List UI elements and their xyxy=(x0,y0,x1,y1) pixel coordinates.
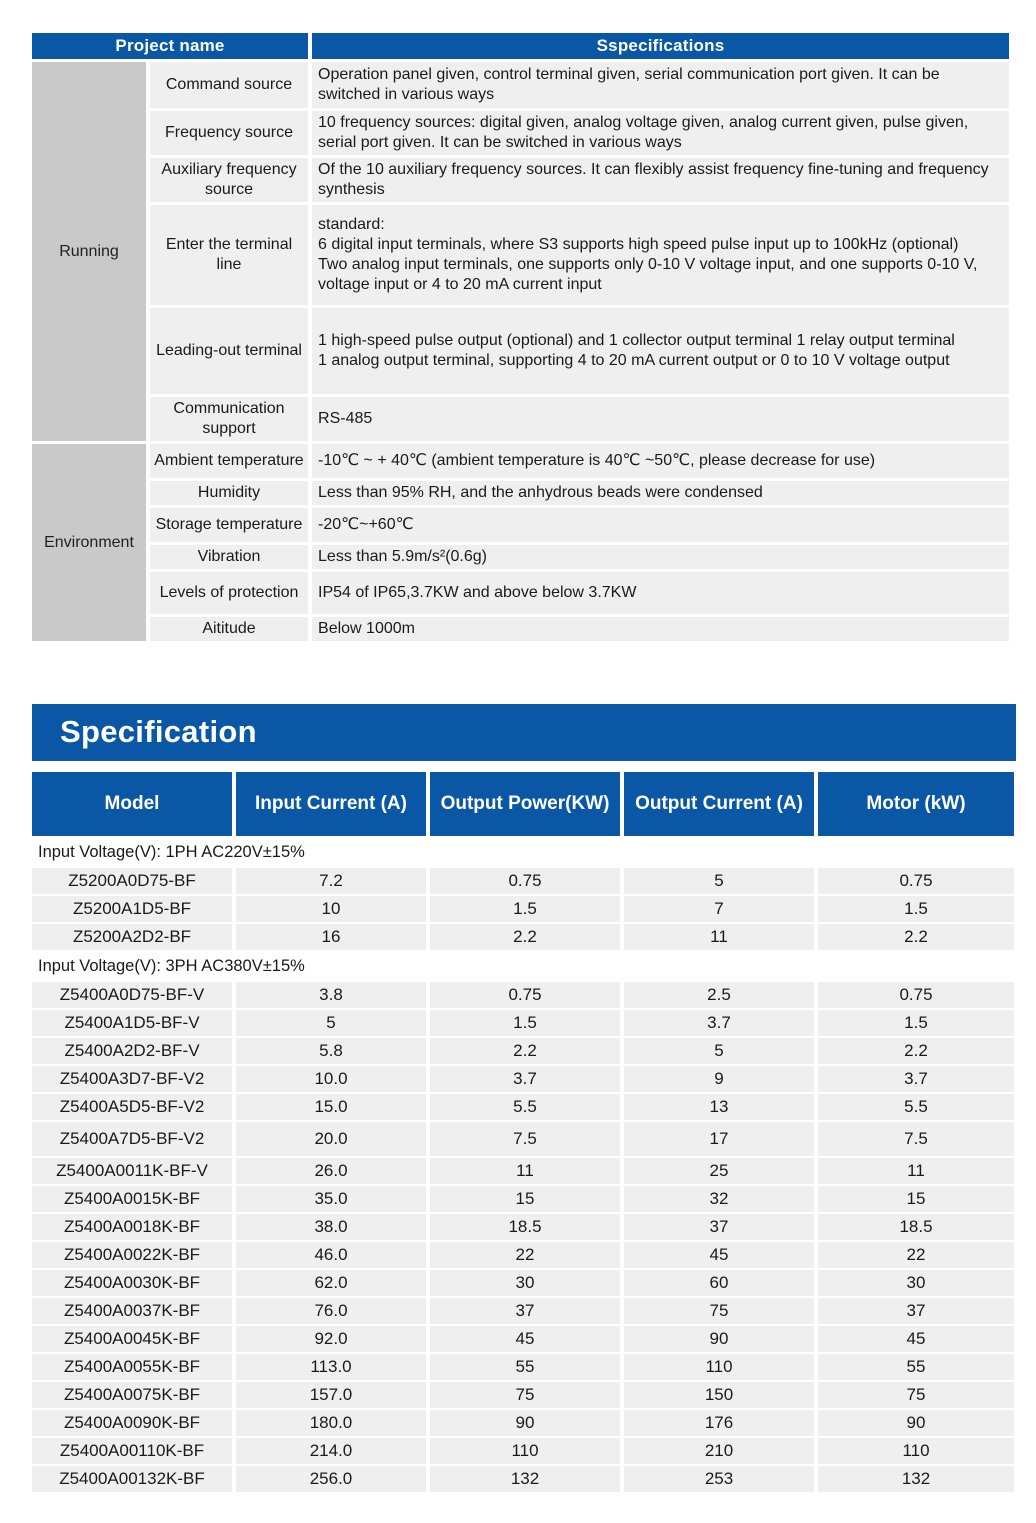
table-row xyxy=(32,1214,1014,1240)
output-power-cell: 2.2 xyxy=(430,1038,620,1064)
input-current-cell: 5.8 xyxy=(236,1038,426,1064)
motor-cell: 11 xyxy=(818,1158,1014,1184)
table-row xyxy=(32,1326,1014,1352)
model-cell: Z5400A7D5-BF-V2 xyxy=(32,1122,232,1156)
motor-cell: 7.5 xyxy=(818,1122,1014,1156)
model-cell: Z5400A00110K-BF xyxy=(32,1438,232,1464)
output-power-cell: 11 xyxy=(430,1158,620,1184)
output-power-cell: 1.5 xyxy=(430,1010,620,1036)
input-current-cell: 180.0 xyxy=(236,1410,426,1436)
table-row xyxy=(32,1242,1014,1268)
input-current-cell: 113.0 xyxy=(236,1354,426,1380)
output-current-cell: 110 xyxy=(624,1354,814,1380)
model-cell: Z5400A0090K-BF xyxy=(32,1410,232,1436)
spec-value-line: 10 frequency sources: digital given, analog voltage given, analog current given, pulse given, serial port given. It can be switched in various ways xyxy=(318,114,969,151)
output-power-cell: 15 xyxy=(430,1186,620,1212)
output-current-cell: 60 xyxy=(624,1270,814,1296)
model-cell: Z5400A1D5-BF-V xyxy=(32,1010,232,1036)
spec-item-label: Communication support xyxy=(150,397,308,441)
output-power-cell: 45 xyxy=(430,1326,620,1352)
table-row xyxy=(32,1010,1014,1036)
spec-row xyxy=(32,572,1009,614)
spec-item-label: Ambient temperature xyxy=(150,444,308,478)
model-header: Model xyxy=(32,772,232,836)
table-row xyxy=(32,1066,1014,1092)
input-current-cell: 5 xyxy=(236,1010,426,1036)
spec-row xyxy=(32,481,1009,505)
spec-row xyxy=(32,508,1009,542)
input-current-cell: 157.0 xyxy=(236,1382,426,1408)
table-row xyxy=(32,1122,1014,1156)
output-current-cell: 11 xyxy=(624,924,814,950)
spec-row xyxy=(32,62,1009,108)
input-current-cell: 3.8 xyxy=(236,982,426,1008)
motor-cell: 18.5 xyxy=(818,1214,1014,1240)
model-cell: Z5400A5D5-BF-V2 xyxy=(32,1094,232,1120)
section-title: Specification xyxy=(60,714,257,749)
input-current-cell: 92.0 xyxy=(236,1326,426,1352)
model-cell: Z5400A0018K-BF xyxy=(32,1214,232,1240)
model-cell: Z5400A0075K-BF xyxy=(32,1382,232,1408)
spec-value-line: 1 high-speed pulse output (optional) and 1 collector output terminal 1 relay output terminal xyxy=(318,332,955,349)
section-banner xyxy=(32,704,1016,761)
output-current-cell: 13 xyxy=(624,1094,814,1120)
table-row xyxy=(32,982,1014,1008)
input-current-cell: 26.0 xyxy=(236,1158,426,1184)
table-row xyxy=(32,1298,1014,1324)
model-cell: Z5400A0015K-BF xyxy=(32,1186,232,1212)
model-cell: Z5400A3D7-BF-V2 xyxy=(32,1066,232,1092)
input-current-cell: 10 xyxy=(236,896,426,922)
specifications-table xyxy=(28,30,1013,644)
motor-cell: 55 xyxy=(818,1354,1014,1380)
output-power-cell: 75 xyxy=(430,1382,620,1408)
spec-item-value xyxy=(312,481,1009,505)
spec-item-label: Frequency source xyxy=(150,111,308,155)
table-row xyxy=(32,1186,1014,1212)
spec-value-line: standard: xyxy=(318,216,385,233)
model-cell: Z5400A0030K-BF xyxy=(32,1270,232,1296)
motor-cell: 30 xyxy=(818,1270,1014,1296)
output-current-cell: 5 xyxy=(624,1038,814,1064)
input-current-cell: 256.0 xyxy=(236,1466,426,1492)
motor-cell: 75 xyxy=(818,1382,1014,1408)
output-current-cell: 210 xyxy=(624,1438,814,1464)
spec-item-label: Vibration xyxy=(150,545,308,569)
model-table xyxy=(28,770,1018,1494)
spec-item-label: Levels of protection xyxy=(150,572,308,614)
output-power-cell: 90 xyxy=(430,1410,620,1436)
table-row xyxy=(32,1466,1014,1492)
spec-item-value xyxy=(312,158,1009,202)
spec-item-label: Enter the terminal line xyxy=(150,205,308,305)
spec-item-value xyxy=(312,308,1009,394)
spec-item-label: Command source xyxy=(150,62,308,108)
input-current-cell: 10.0 xyxy=(236,1066,426,1092)
spec-item-label: Humidity xyxy=(150,481,308,505)
output-current-cell: 150 xyxy=(624,1382,814,1408)
spec-item-value xyxy=(312,617,1009,641)
model-cell: Z5200A1D5-BF xyxy=(32,896,232,922)
output-current-cell: 32 xyxy=(624,1186,814,1212)
output-power-cell: 22 xyxy=(430,1242,620,1268)
output-power-header: Output Power(KW) xyxy=(430,772,620,836)
model-cell: Z5400A0037K-BF xyxy=(32,1298,232,1324)
spec-group-label: Environment xyxy=(32,444,146,641)
table-row xyxy=(32,1438,1014,1464)
spec-item-value xyxy=(312,572,1009,614)
output-power-cell: 3.7 xyxy=(430,1066,620,1092)
table-row xyxy=(32,1382,1014,1408)
output-current-cell: 75 xyxy=(624,1298,814,1324)
output-current-cell: 9 xyxy=(624,1066,814,1092)
motor-header: Motor (kW) xyxy=(818,772,1014,836)
model-cell: Z5400A0045K-BF xyxy=(32,1326,232,1352)
output-power-cell: 2.2 xyxy=(430,924,620,950)
output-power-cell: 110 xyxy=(430,1438,620,1464)
voltage-group-row xyxy=(32,838,1014,866)
motor-cell: 1.5 xyxy=(818,1010,1014,1036)
motor-cell: 45 xyxy=(818,1326,1014,1352)
output-current-cell: 253 xyxy=(624,1466,814,1492)
output-current-cell: 5 xyxy=(624,868,814,894)
model-cell: Z5400A0011K-BF-V xyxy=(32,1158,232,1184)
model-cell: Z5400A2D2-BF-V xyxy=(32,1038,232,1064)
spec-item-value xyxy=(312,508,1009,542)
input-current-cell: 7.2 xyxy=(236,868,426,894)
output-current-cell: 25 xyxy=(624,1158,814,1184)
table-row xyxy=(32,1270,1014,1296)
output-current-cell: 45 xyxy=(624,1242,814,1268)
output-power-cell: 37 xyxy=(430,1298,620,1324)
project-name-header: Project name xyxy=(32,33,308,59)
input-current-cell: 20.0 xyxy=(236,1122,426,1156)
output-current-cell: 2.5 xyxy=(624,982,814,1008)
spec-item-value xyxy=(312,444,1009,478)
voltage-group-label: Input Voltage(V): 3PH AC380V±15% xyxy=(32,952,1014,980)
spec-item-label: Auxiliary frequency source xyxy=(150,158,308,202)
specifications-header: Sspecifications xyxy=(312,33,1009,59)
output-power-cell: 5.5 xyxy=(430,1094,620,1120)
spec-value-line: Operation panel given, control terminal given, serial communication port given. It can be switched in various ways xyxy=(318,66,940,103)
model-cell: Z5400A0D75-BF-V xyxy=(32,982,232,1008)
spec-value-line: Below 1000m xyxy=(318,620,415,637)
output-power-cell: 7.5 xyxy=(430,1122,620,1156)
motor-cell: 2.2 xyxy=(818,1038,1014,1064)
spec-value-line: 6 digital input terminals, where S3 supports high speed pulse input up to 100kHz (optional) xyxy=(318,236,959,253)
output-current-cell: 90 xyxy=(624,1326,814,1352)
spec-value-line: -10℃ ~ + 40℃ (ambient temperature is 40℃ ~50℃, please decrease for use) xyxy=(318,452,876,469)
output-power-cell: 0.75 xyxy=(430,868,620,894)
input-current-cell: 35.0 xyxy=(236,1186,426,1212)
spec-value-line: 1 analog output terminal, supporting 4 to 20 mA current output or 0 to 10 V voltage output xyxy=(318,352,950,369)
spec-row xyxy=(32,545,1009,569)
spec-value-line: Two analog input terminals, one supports only 0-10 V voltage input, and one supports 0-10 V, voltage input or 4 to 20 mA current input xyxy=(318,256,978,293)
spec-value-line: RS-485 xyxy=(318,410,373,427)
voltage-group-label: Input Voltage(V): 1PH AC220V±15% xyxy=(32,838,1014,866)
model-cell: Z5400A0022K-BF xyxy=(32,1242,232,1268)
motor-cell: 132 xyxy=(818,1466,1014,1492)
input-current-cell: 62.0 xyxy=(236,1270,426,1296)
input-current-cell: 16 xyxy=(236,924,426,950)
spec-value-line: Of the 10 auxiliary frequency sources. It can flexibly assist frequency fine-tuning and frequency synthesis xyxy=(318,161,989,198)
output-power-cell: 18.5 xyxy=(430,1214,620,1240)
spec-row xyxy=(32,158,1009,202)
output-current-cell: 17 xyxy=(624,1122,814,1156)
spec-item-value xyxy=(312,397,1009,441)
spec-item-value xyxy=(312,545,1009,569)
input-current-header: Input Current (A) xyxy=(236,772,426,836)
output-current-cell: 3.7 xyxy=(624,1010,814,1036)
voltage-group-row xyxy=(32,952,1014,980)
output-power-cell: 0.75 xyxy=(430,982,620,1008)
output-current-header: Output Current (A) xyxy=(624,772,814,836)
table-row xyxy=(32,896,1014,922)
spec-item-label: Leading-out terminal xyxy=(150,308,308,394)
input-current-cell: 15.0 xyxy=(236,1094,426,1120)
input-current-cell: 76.0 xyxy=(236,1298,426,1324)
spec-group-label: Running xyxy=(32,62,146,441)
spec-row xyxy=(32,111,1009,155)
spec-value-line: IP54 of IP65,3.7KW and above below 3.7KW xyxy=(318,584,637,601)
model-table-header-row xyxy=(32,772,1014,836)
output-power-cell: 132 xyxy=(430,1466,620,1492)
output-power-cell: 1.5 xyxy=(430,896,620,922)
spec-row xyxy=(32,205,1009,305)
table-row xyxy=(32,868,1014,894)
motor-cell: 22 xyxy=(818,1242,1014,1268)
spec-row xyxy=(32,308,1009,394)
spec-item-value xyxy=(312,205,1009,305)
motor-cell: 2.2 xyxy=(818,924,1014,950)
motor-cell: 110 xyxy=(818,1438,1014,1464)
spec-row xyxy=(32,397,1009,441)
output-power-cell: 30 xyxy=(430,1270,620,1296)
model-cell: Z5400A00132K-BF xyxy=(32,1466,232,1492)
spec-item-label: Storage temperature xyxy=(150,508,308,542)
spec-item-value xyxy=(312,62,1009,108)
motor-cell: 37 xyxy=(818,1298,1014,1324)
input-current-cell: 46.0 xyxy=(236,1242,426,1268)
spec-item-label: Aititude xyxy=(150,617,308,641)
spec-row xyxy=(32,617,1009,641)
table-row xyxy=(32,1354,1014,1380)
input-current-cell: 214.0 xyxy=(236,1438,426,1464)
output-power-cell: 55 xyxy=(430,1354,620,1380)
table-row xyxy=(32,1158,1014,1184)
motor-cell: 90 xyxy=(818,1410,1014,1436)
motor-cell: 0.75 xyxy=(818,868,1014,894)
motor-cell: 0.75 xyxy=(818,982,1014,1008)
table-row xyxy=(32,924,1014,950)
motor-cell: 3.7 xyxy=(818,1066,1014,1092)
spec-value-line: Less than 5.9m/s²(0.6g) xyxy=(318,548,487,565)
model-cell: Z5200A0D75-BF xyxy=(32,868,232,894)
motor-cell: 5.5 xyxy=(818,1094,1014,1120)
motor-cell: 15 xyxy=(818,1186,1014,1212)
spec-value-line: -20℃~+60℃ xyxy=(318,516,414,533)
output-current-cell: 176 xyxy=(624,1410,814,1436)
motor-cell: 1.5 xyxy=(818,896,1014,922)
table-row xyxy=(32,1038,1014,1064)
specifications-header-row xyxy=(32,33,1009,59)
model-cell: Z5400A0055K-BF xyxy=(32,1354,232,1380)
output-current-cell: 37 xyxy=(624,1214,814,1240)
table-row xyxy=(32,1410,1014,1436)
spec-item-value xyxy=(312,111,1009,155)
model-cell: Z5200A2D2-BF xyxy=(32,924,232,950)
output-current-cell: 7 xyxy=(624,896,814,922)
spec-value-line: Less than 95% RH, and the anhydrous beads were condensed xyxy=(318,484,763,501)
spec-row xyxy=(32,444,1009,478)
input-current-cell: 38.0 xyxy=(236,1214,426,1240)
table-row xyxy=(32,1094,1014,1120)
